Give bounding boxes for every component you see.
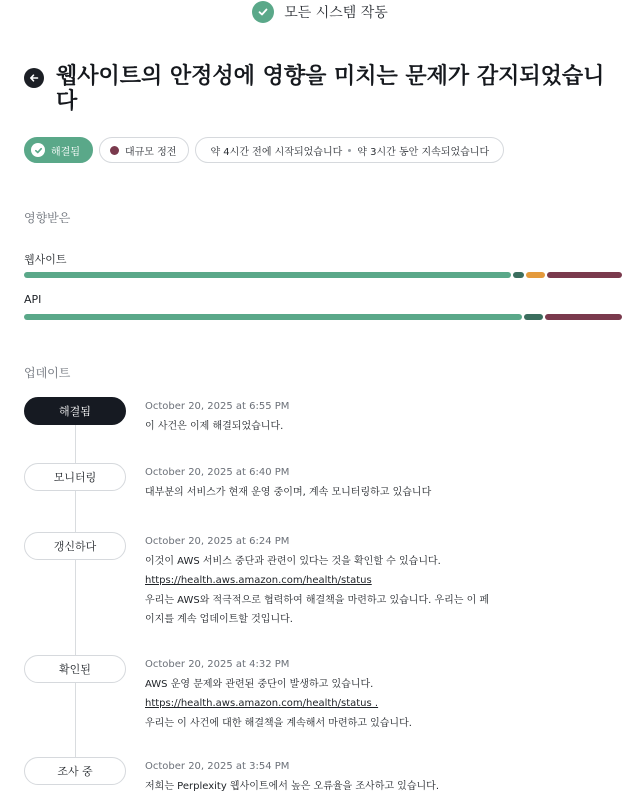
uptime-bar-segment xyxy=(545,314,622,320)
update-status-tag: 모니터링 xyxy=(24,463,126,491)
update-timestamp: October 20, 2025 at 6:24 PM xyxy=(145,536,290,547)
page-title: 웹사이트의 안정성에 영향을 미치는 문제가 감지되었습니다 xyxy=(56,64,605,114)
separator-dot-icon xyxy=(348,149,351,152)
affected-heading: 영향받은 xyxy=(24,211,71,225)
uptime-bar-segment xyxy=(547,272,622,278)
check-circle-icon xyxy=(252,1,274,23)
timing-badge xyxy=(195,137,504,163)
status-badge-label: 해결됨 xyxy=(51,146,80,158)
update-timestamp: October 20, 2025 at 6:40 PM xyxy=(145,467,290,478)
system-status-label: 모든 시스템 작동 xyxy=(284,5,388,21)
incident-header xyxy=(24,64,624,114)
update-text: 이것이 AWS 서비스 중단과 관련이 있다는 것을 확인할 수 있습니다. xyxy=(145,555,441,567)
update-body xyxy=(145,463,565,502)
update-text: AWS 운영 문제와 관련된 중단이 발생하고 있습니다. xyxy=(145,678,374,690)
update-body xyxy=(145,397,565,436)
update-text: 이지를 계속 업데이트할 것입니다. xyxy=(145,614,293,625)
uptime-bar-segment xyxy=(513,272,525,278)
update-body xyxy=(145,655,565,733)
impact-badge-label: 대규모 정전 xyxy=(124,146,177,158)
status-badge-resolved xyxy=(24,137,93,163)
update-body xyxy=(145,532,565,630)
uptime-bar-website xyxy=(24,272,622,278)
update-timestamp: October 20, 2025 at 3:54 PM xyxy=(145,761,290,772)
update-status-tag: 해결됨 xyxy=(24,397,126,425)
uptime-bar-segment xyxy=(526,272,545,278)
back-arrow-icon[interactable] xyxy=(24,68,44,88)
update-status-tag: 갱신하다 xyxy=(24,532,126,560)
major-outage-dot-icon xyxy=(110,146,119,155)
updates-heading: 업데이트 xyxy=(24,366,71,380)
aws-status-link[interactable]: https://health.aws.amazon.com/health/status xyxy=(145,575,372,586)
update-text: 이 사건은 이제 해결되었습니다. xyxy=(145,420,284,432)
incident-meta-pills xyxy=(24,137,504,163)
started-label: 약 4시간 전에 시작되었습니다 xyxy=(210,146,343,158)
component-label-website: 웹사이트 xyxy=(24,253,67,266)
aws-status-link[interactable]: https://health.aws.amazon.com/health/status . xyxy=(145,698,379,709)
uptime-bar-segment xyxy=(24,314,522,320)
uptime-bar-segment xyxy=(24,272,511,278)
check-icon xyxy=(31,143,45,157)
update-text: 우리는 이 사건에 대한 해결책을 계속해서 마련하고 있습니다. xyxy=(145,717,412,729)
update-status-tag: 조사 중 xyxy=(24,757,126,785)
uptime-bar-api xyxy=(24,314,622,320)
update-timestamp: October 20, 2025 at 6:55 PM xyxy=(145,401,290,412)
update-text: 우리는 AWS와 적극적으로 협력하여 해결책을 마련하고 있습니다. 우리는 이 페 xyxy=(145,594,490,606)
impact-badge xyxy=(99,137,189,163)
update-status-tag: 확인된 xyxy=(24,655,126,683)
uptime-bar-segment xyxy=(524,314,543,320)
update-body xyxy=(145,757,565,796)
update-text: 대부분의 서비스가 현재 운영 중이며, 계속 모니터링하고 있습니다 xyxy=(145,486,432,498)
system-status-banner xyxy=(0,0,640,24)
component-label-api: API xyxy=(24,293,42,306)
update-text: 저희는 Perplexity 웹사이트에서 높은 오류율을 조사하고 있습니다. xyxy=(145,780,440,792)
duration-label: 약 3시간 동안 지속되었습니다 xyxy=(357,146,490,158)
update-timestamp: October 20, 2025 at 4:32 PM xyxy=(145,659,290,670)
